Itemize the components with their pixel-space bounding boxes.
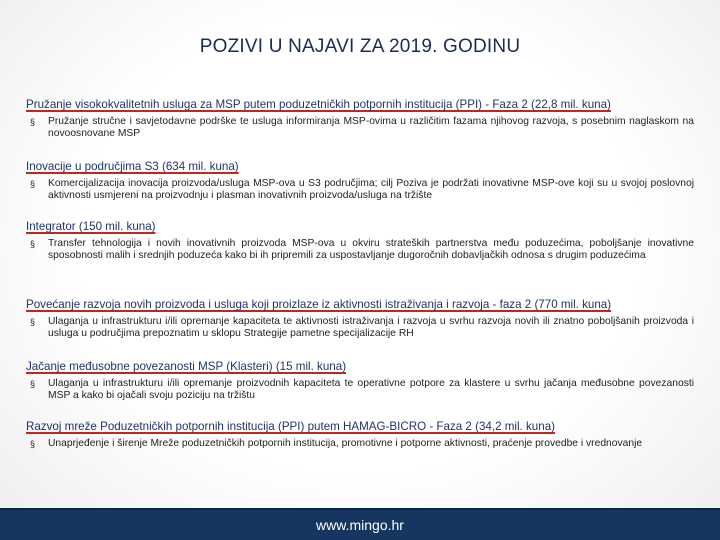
section-heading: Integrator (150 mil. kuna) <box>26 220 156 233</box>
section-inovacije-s3 <box>26 160 694 203</box>
footer-bar <box>0 508 720 540</box>
bullet-icon: § <box>30 117 36 127</box>
section-istrazivanje-razvoj <box>26 298 694 341</box>
bullet-item <box>26 178 694 203</box>
footer-url[interactable]: www.mingo.hr <box>316 517 404 533</box>
bullet-icon: § <box>30 239 36 249</box>
section-heading: Jačanje međusobne povezanosti MSP (Klasteri) (15 mil. kuna) <box>26 360 347 373</box>
bullet-icon: § <box>30 379 36 389</box>
section-heading: Povećanje razvoja novih proizvoda i usluga koji proizlaze iz aktivnosti istraživanja i razvoja - faza 2 (770 mil. kuna) <box>26 298 612 311</box>
section-mreza-ppi <box>26 420 694 450</box>
bullet-item <box>26 116 694 141</box>
bullet-item <box>26 378 694 403</box>
bullet-icon: § <box>30 317 36 327</box>
section-ppi-faza2 <box>26 98 694 141</box>
section-integrator <box>26 220 694 263</box>
bullet-text: Transfer tehnologija i novih inovativnih proizvoda MSP-ova u okviru strateških partnerstva među poduzećima, poboljšanje inovativne sposobnosti malih i srednjih poduzeća kako bi ih pripremili za uspostavljanje dugoročnih dobavljačkih odnosa s drugim poduzećima <box>48 238 694 262</box>
bullet-item <box>26 438 694 450</box>
bullet-item <box>26 238 694 263</box>
slide-title: POZIVI U NAJAVI ZA 2019. GODINU <box>199 36 521 57</box>
section-heading: Razvoj mreže Poduzetničkih potpornih institucija (PPI) putem HAMAG-BICRO - Faza 2 (34,2 mil. kuna) <box>26 420 555 433</box>
bullet-text: Unaprjeđenje i širenje Mreže poduzetničkih potpornih institucija, promotivne i potporne aktivnosti, praćenje provedbe i vrednovanje <box>48 438 643 449</box>
bullet-item <box>26 316 694 341</box>
bullet-icon: § <box>30 439 36 449</box>
section-heading: Inovacije u područjima S3 (634 mil. kuna) <box>26 160 239 173</box>
bullet-text: Pružanje stručne i savjetodavne podrške te usluga informiranja MSP-ovima u različitim fazama njihovog razvoja, s posebnim naglaskom na novoosnovane MSP <box>48 116 694 140</box>
bullet-text: Komercijalizacija inovacija proizvoda/usluga MSP-ova u S3 područjima; cilj Poziva je podržati inovativne MSP-ove koji su u svojoj poslovnoj aktivnosti usmjereni na proizvodnju i plasman inovativnih proizvoda/usluga na tržište <box>48 178 694 202</box>
section-heading: Pružanje visokokvalitetnih usluga za MSP putem poduzetničkih potpornih institucija (PPI) - Faza 2 (22,8 mil. kuna) <box>26 98 611 111</box>
bullet-text: Ulaganja u infrastrukturu i/ili opremanje proizvodnih kapaciteta te operativne potpore za klastere u svrhu jačanja međusobne povezanosti MSP a kako bi ojačali svoju poziciju na tržištu <box>48 378 694 402</box>
bullet-icon: § <box>30 179 36 189</box>
section-klasteri <box>26 360 694 403</box>
bullet-text: Ulaganja u infrastrukturu i/ili opremanje kapaciteta te aktivnosti istraživanja i razvoja u svrhu razvoja novih ili znatno poboljšanih proizvoda i usluga u područjima prepoznatim u sklopu Strategije pametne specijalizacije RH <box>48 316 694 340</box>
